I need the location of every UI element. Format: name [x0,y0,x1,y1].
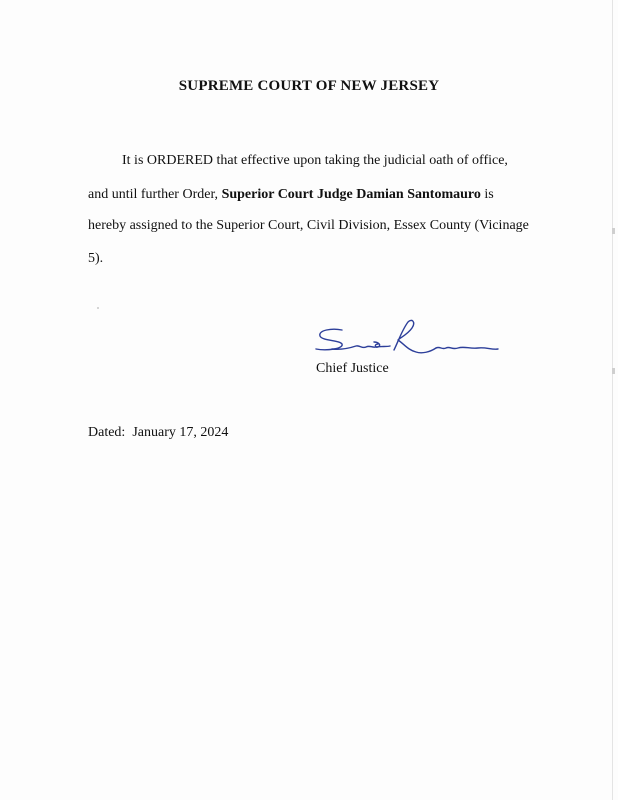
order-line-2-prefix: and until further Order, [88,187,222,202]
order-line-1: It is ORDERED that effective upon taking the judicial oath of office, [122,153,508,168]
scan-speck [97,307,99,309]
signature-image [312,316,502,366]
scan-edge-mark [612,228,615,234]
order-line-3: hereby assigned to the Superior Court, Civil Division, Essex County (Vicinage [88,218,529,233]
scan-edge [612,0,613,800]
order-line-2 [88,186,558,204]
dated-line [88,425,228,441]
court-title: SUPREME COURT OF NEW JERSEY [178,78,440,94]
order-line-2-suffix: is [480,187,494,202]
judge-name: Superior Court Judge Damian Santomauro [221,187,481,202]
chief-justice-title: Chief Justice [316,361,389,376]
dated-value: January 17, 2024 [132,425,229,440]
scan-edge-mark [612,368,615,374]
dated-label: Dated: [88,425,126,440]
order-line-4: 5). [88,251,104,266]
